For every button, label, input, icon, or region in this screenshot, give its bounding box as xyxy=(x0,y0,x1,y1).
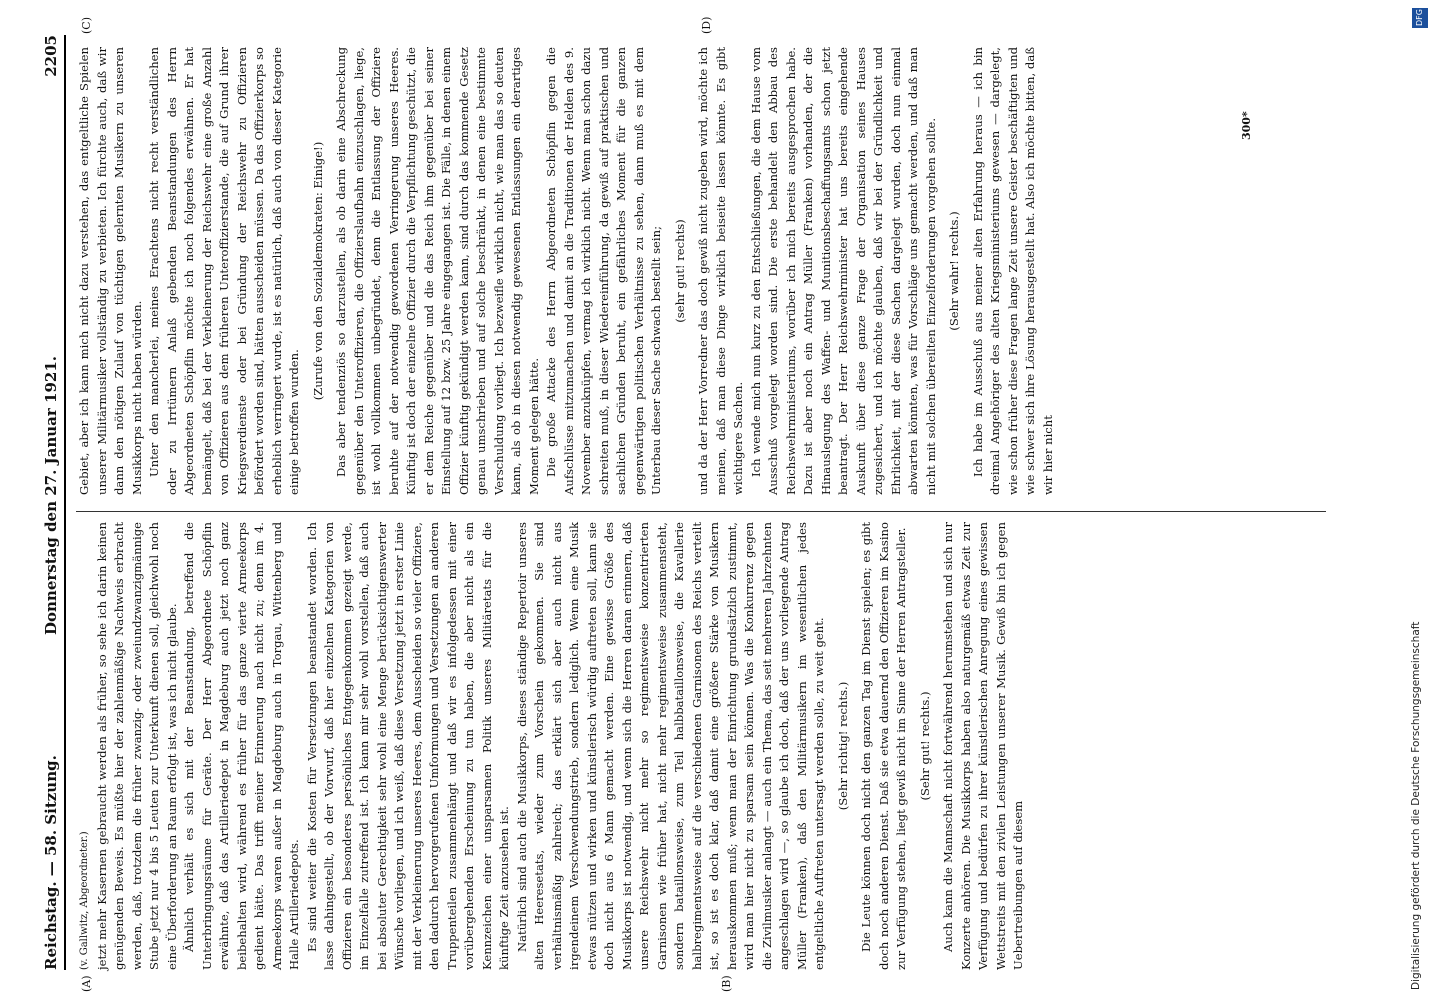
right-paragraph: Gebiet, aber ich kann mich nicht dazu verstehen, das entgeltliche Spielen unserer Militärmusiker vollständig zu verbieten. Ich fürchte auch, daß wir dann den nötigen Zulauf von tüchtigen gelernten Musikern zu unseren Musikkorps nicht haben würden. xyxy=(77,47,144,495)
left-column xyxy=(76,522,1028,970)
left-paragraph: Es sind weiter die Kosten für Versetzungen beanstandet worden. Ich lasse dahingestellt, ob der Vorwurf, daß hier einzelnen Kategorien von Offizieren ein besonderes persönliches Entgegenkommen gezeigt werde, im Einzelfalle zutreffend ist. Ich kann mir sehr wohl vorstellen, daß auch bei absoluter Gerechtigkeit sehr wohl eine Menge berücksichtigenswerter Wünsche vorliegen, und ich weiß, daß diese Versetzung jetzt in erster Linie mit der Verkleinerung unseres Heeres, dem Ausscheiden so vieler Offiziere, den dadurch hervorgerufenen Umformungen und Versetzungen an anderen Truppenteilen zusammenhängt und daß wir es infolgedessen mit einer vorübergehenden Erscheinung zu tun haben, die aber nicht als ein Kennzeichen einer unsparsamen Politik unseres Militäretats für die künftige Zeit anzusehen ist. xyxy=(304,522,511,970)
margin-mark-d: (D) xyxy=(700,16,713,34)
right-paragraph: Ich wende mich nun kurz zu den Entschließungen, die dem Hause vom Ausschuß vorgelegt worden sind. Die erste behandelt den Abbau des Reichswehrministeriums, worüber ich mich bereits ausgesprochen habe. Dazu ist aber noch ein Antrag Müller (Franken) vorhanden, der die Hinauslegung des Waffen- und Munitionsbeschaffungsamts schon jetzt beantragt. Der Herr Reichswehrminister hat uns bereits eingehende Auskunft über diese ganze Frage der Organisation seines Hauses zugesichert, und ich möchte glauben, daß wir bei der Gründlichkeit und Ehrlichkeit, mit der diese Sachen dargelegt wurden, doch nun einmal abwarten könnten, was für Vorschläge uns gemacht werden, und daß man nicht mit solchen übereilten Einzelforderungen vorgehen sollte. xyxy=(748,47,938,495)
margin-mark-a: (A) xyxy=(80,975,93,992)
speaker-label: (v. Gallwitz, Abgeordneter.) xyxy=(79,831,90,970)
header-rule xyxy=(64,35,66,970)
credit-text: Digitalisierung gefördert durch die Deutsche Forschungsgemeinschaft xyxy=(1410,621,1422,990)
header-left: Reichstag. — 58. Sitzung. xyxy=(42,755,60,970)
left-paragraph: Ähnlich verhält es sich mit der Beanstandung, betreffend die Unterbringungsräume für Geräte. Der Herr Abgeordnete Schöpflin erwähnte, daß das Artilleriedepot in Magdeburg auch jetzt noch ganz beibehalten wird, während es früher für das ganze vierte Armeekorps gedient hätte. Das trifft meiner Erinnerung nach nicht zu; denn im 4. Armeekorps waren außer in Magdeburg auch in Torgau, Wittenberg und Halle Artilleriedepots. xyxy=(182,522,301,970)
interjection: (Zurufe von den Sozialdemokraten: Einige!) xyxy=(310,141,325,401)
interjection: (sehr gut! rechts) xyxy=(672,219,687,323)
signature-mark: 300* xyxy=(1240,111,1253,140)
right-column xyxy=(76,47,1057,495)
left-paragraph: Auch kann die Mannschaft nicht fortwährend herumstehen und sich nur Konzerte anhören. Die Musikkorps haben also naturgemäß etwas Zeit zur Verfügung und bedürfen zu ihrer künstlerischen Anregung eines gewissen Wettstreits mit den zivilen Leistungen unserer Musik. Gewiß bin ich gegen Uebertreibungen auf diesem xyxy=(941,522,1025,970)
right-paragraph: und da der Herr Vorredner das doch gewiß nicht zugeben wird, möchte ich meinen, daß man diese Dinge wirklich beiseite lassen könnte. Es gibt wichtigere Sachen. xyxy=(696,47,745,495)
page-header xyxy=(34,35,64,970)
column-divider xyxy=(76,511,1326,512)
right-paragraph: Das aber tendenziös so darzustellen, als ob darin eine Abschreckung gegenüber den Unteroffizieren, die Offizierslaufbahn einzuschlagen, liege, ist wohl vollkommen unbegründet, denn die Entlassung der Offiziere beruhte auf der notwendig gewordenen Verringerung unseres Heeres. Künftig ist doch der einzelne Offizier durch die Verpflichtung geschützt, die er dem Reiche gegenüber und die das Reich ihm gegenüber bei seiner Einstellung auf 12 bzw. 25 Jahre eingegangen ist. Die Fälle, in denen einem Offizier künftig gekündigt werden kann, sind durch das kommende Gesetz genau umschrieben und auf solche beschränkt, in denen eine bestimmte Verschuldung vorliegt. Ich bezweifle wirklich nicht, wie man das so deuten kann, als ob in diesen notwendig gewesenen Entlassungen ein derartiges Moment gelegen hätte. xyxy=(334,47,541,495)
header-date: Donnerstag den 27. Januar 1921. xyxy=(42,356,60,635)
right-paragraph: Ich habe im Ausschuß aus meiner alten Erfahrung heraus — ich bin dreimal Angehöriger des alten Kriegsministeriums gewesen — dargelegt, wie schon früher diese Fragen lange Zeit unsere Geister beschäftigten und wie schwer sich ihre Lösung herausgestellt hat. Also ich möchte bitten, daß wir hier nicht xyxy=(970,47,1055,495)
interjection: (Sehr gut! rechts.) xyxy=(917,691,932,801)
margin-mark-b: (B) xyxy=(720,975,733,992)
right-paragraph: Die große Attacke des Herrn Abgeordneten Schöpflin gegen die Aufschlüsse mitzumachen und damit an die Traditionen der Helden des 9. November anzuknüpfen, vermag ich wirklich nicht. Wenn man schon dazu schreiten muß, in dieser Wiedereinführung, da gewiß auf praktischen und sachlichen Gründen beruht, ein gefährliches Moment für die ganzen gegenwärtigen politischen Verhältnisse zu sehen, dann muß es mit dem Unterbau dieser Sache schwach bestellt sein; xyxy=(544,47,663,495)
margin-mark-c: (C) xyxy=(80,17,93,34)
interjection: (Sehr richtig! rechts.) xyxy=(835,681,850,811)
digitization-credit xyxy=(1408,10,1428,990)
left-paragraph: Natürlich sind auch die Musikkorps, dieses ständige Repertoir unseres alten Heeresetats, wieder zum Vorschein gekommen. Sie sind verhältnismäßig zahlreich; das erklärt sich aber auch nicht aus irgendeinem Verschwendungstrieb, sondern lediglich. Wenn eine Musik etwas nützen und wirken und künstlerisch würdig auftreten soll, kann sie doch nicht aus 6 Mann gemacht werden. Eine gewisse Größe des Musikkorps ist notwendig, und wenn sich die Herren daran erinnern, daß unsere Reichswehr nicht mehr so regimentsweise konzentrierten Garnisonen wie früher hat, nicht mehr regimentsweise zusammensteht, sondern bataillonsweise, zum Teil halbbataillonsweise, die Kavallerie halbregimentsweise auf die verschiedenen Garnisonen des Reichs verteilt ist, so ist es doch klar, daß damit eine größere Stärke von Musikern herauskommen muß; wenn man der Einrichtung grundsätzlich zustimmt, wird man hier nicht zu sparsam sein können. Was die Konkurrenz gegen die Zivilmusiker anlangt — auch ein Thema, das seit mehreren Jahrzehnten angeschlagen wird —, so glaube ich doch, daß der uns vorliegende Antrag Müller (Franken), daß den Militärmusikern im wesentlichen jedes entgeltliche Auftreten untersagt werden solle, zu weit geht. xyxy=(514,522,826,970)
right-paragraph: Unter den mancherlei, meines Erachtens nicht recht verständlichen oder zu Irrtümern Anlaß gebenden Beanstandungen des Herrn Abgeordneten Schöpflin möchte ich noch folgendes erwähnen. Er hat bemängelt, daß bei der Verkleinerung der Reichswehr eine große Anzahl von Offizieren aus dem früheren Unteroffizierstande, die auf Grund ihrer Kriegsverdienste oder bei Gründung der Reichswehr zu Offizieren befördert worden sind, hätten ausscheiden müssen. Da das Offizierkorps so erheblich verringert wurde, ist es natürlich, daß auch von dieser Kategorie einige betroffen wurden. xyxy=(147,47,301,495)
page-number: 2205 xyxy=(42,35,60,77)
left-paragraph: jetzt mehr Kasernen gebraucht werden als früher, so sehe ich darin keinen genügenden Beweis. Es müßte hier der zahlenmäßige Nachweis erbracht werden, daß, trotzdem die früher zwanzig- oder zweiundzwanzigmännige Stube jetzt nur 4 bis 5 Leuten zur Unterkunft dienen soll, gleichwohl noch eine Überforderung an Raum erfolgt ist, was ich nicht glaube. xyxy=(94,522,179,970)
interjection: (Sehr wahr! rechts.) xyxy=(947,211,961,331)
left-paragraph: Die Leute können doch nicht den ganzen Tag im Dienst spielen; es gibt doch noch anderen Dienst. Daß sie etwa dauernd den Offizieren im Kasino zur Verfügung stehen, liegt gewiß nicht im Sinne der Herren Antragsteller. xyxy=(859,522,908,970)
dfg-logo: DFG xyxy=(1412,8,1428,28)
